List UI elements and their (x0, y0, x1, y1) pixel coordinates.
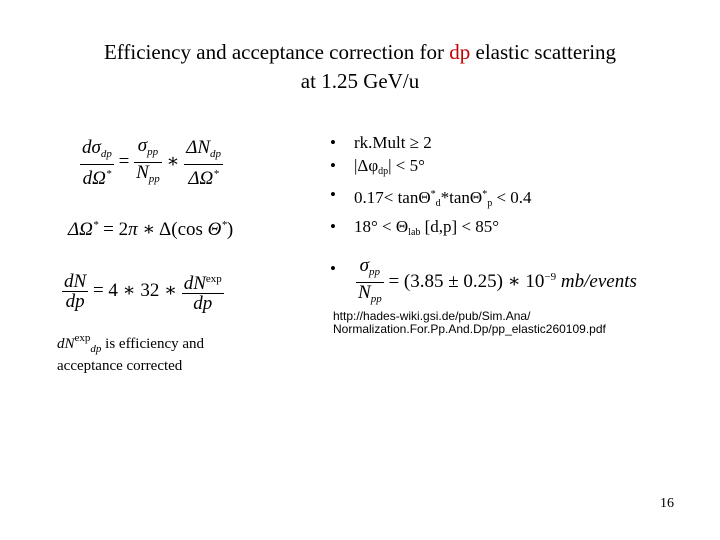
normalization-bullet: • (330, 259, 336, 278)
page-number: 16 (660, 496, 674, 511)
title-line-2: at 1.25 GeV/u (300, 69, 420, 93)
yield-correction-formula: $\frac{dN}{dp}$ = 4 ∗ 32 ∗ $\frac{dN^{exp}}{dp}$ (64, 271, 222, 314)
criterion-delta-phi: • |Δφdp| < 5° (330, 154, 532, 183)
normalization-unit: mb/events (560, 270, 637, 292)
slide-title (0, 38, 720, 96)
title-highlight: dp (449, 40, 471, 64)
normalization-value: (3.85 ± 0.25) (403, 270, 503, 292)
correction-note: $dN^{exp}_{dp}$ is efficiency and acceptance corrected (57, 332, 205, 374)
solid-angle-formula: ΔΩ* = 2π ∗ Δ(cos Θ*) (68, 219, 234, 240)
criterion-lab-angle: • 18° < Θlab [d,p] < 85° (330, 215, 532, 244)
normalization-exponent: −9 (544, 270, 557, 283)
note-symbol: $dN^{exp}_{dp}$ (57, 332, 102, 355)
criterion-multiplicity: • rk.Mult ≥ 2 (330, 131, 532, 154)
selection-criteria-list (330, 131, 532, 244)
source-url: http://hades-wiki.gsi.de/pub/Sim.Ana/ Normalization.For.Pp.And.Dp/pp_elastic260109.pdf (333, 309, 606, 336)
criterion-tan-product: • 0.17< tanΘ*d*tanΘ*p < 0.4 (330, 183, 532, 215)
normalization-formula: $\frac{\sigma_{pp}}{N_{pp}}$ = (3.85 ± 0.25) ∗ $10^{-9}$ mb/events (358, 255, 637, 305)
title-line-1: Efficiency and acceptance correction for dp elastic scattering (103, 40, 617, 64)
cross-section-formula: $\frac{d\sigma_{dp}}{d\Omega^*}$ = $\frac{\sigma_{pp}}{N_{pp}}$ ∗ $\frac{\Delta N_{dp}}{\Delta\Omega^*}$ (82, 135, 222, 189)
